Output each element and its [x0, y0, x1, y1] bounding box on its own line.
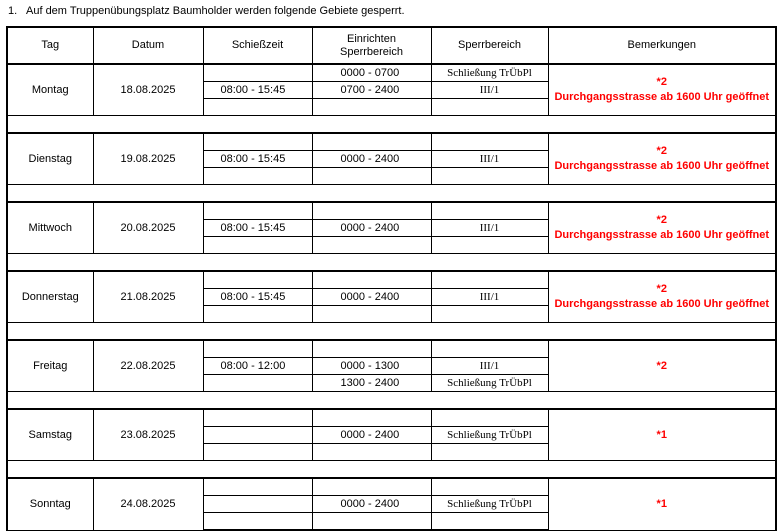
firing-time: 08:00 - 15:45: [203, 289, 312, 306]
firing-time: 08:00 - 15:45: [203, 151, 312, 168]
setup-time: 0000 - 2400: [312, 151, 431, 168]
restricted-area: Schließung TrÜbPl: [431, 496, 548, 513]
firing-time: [203, 375, 312, 392]
firing-time: [203, 271, 312, 289]
table-header-row: [7, 27, 776, 64]
remark-text: Durchgangsstrasse ab 1600 Uhr geöffnet: [554, 160, 770, 172]
day-date: 23.08.2025: [93, 409, 203, 461]
restricted-area: [431, 306, 548, 323]
firing-time: [203, 444, 312, 461]
header-sperrbereich: Sperrbereich: [431, 27, 548, 64]
intro-text: Auf dem Truppenübungsplatz Baumholder werden folgende Gebiete gesperrt.: [26, 5, 405, 17]
day-separator: [7, 254, 776, 272]
day-date: 19.08.2025: [93, 133, 203, 185]
separator-cell: [7, 461, 776, 479]
remark-code: *2: [656, 359, 667, 372]
remarks-cell: [548, 478, 776, 530]
remark-text: Durchgangsstrasse ab 1600 Uhr geöffnet: [554, 91, 770, 103]
firing-time: [203, 168, 312, 185]
setup-time: 0000 - 2400: [312, 220, 431, 237]
firing-time: [203, 64, 312, 82]
setup-time: [312, 478, 431, 496]
table-row: [7, 340, 776, 358]
setup-time: 0000 - 0700: [312, 64, 431, 82]
header-einrichten-line1: Einrichten: [347, 32, 396, 45]
setup-time: [312, 168, 431, 185]
remark-text: Durchgangsstrasse ab 1600 Uhr geöffnet: [554, 298, 770, 310]
firing-time: 08:00 - 12:00: [203, 358, 312, 375]
restricted-area: [431, 409, 548, 427]
table-row: [7, 202, 776, 220]
setup-time: [312, 513, 431, 531]
setup-time: [312, 237, 431, 254]
table-row: [7, 271, 776, 289]
day-name: Montag: [7, 64, 93, 116]
intro-number: 1.: [8, 5, 18, 17]
firing-time: 08:00 - 15:45: [203, 220, 312, 237]
setup-time: [312, 133, 431, 151]
firing-time: [203, 306, 312, 323]
setup-time: 1300 - 2400: [312, 375, 431, 392]
remark-code: *2: [656, 76, 667, 88]
header-einrichten-line2: Sperrbereich: [340, 45, 403, 58]
setup-time: [312, 99, 431, 116]
remark-code: *1: [656, 428, 667, 441]
firing-time: [203, 513, 312, 531]
header-datum: Datum: [93, 27, 203, 64]
firing-time: [203, 409, 312, 427]
header-einrichten: [312, 27, 431, 64]
setup-time: [312, 202, 431, 220]
day-separator: [7, 392, 776, 410]
header-tag: Tag: [7, 27, 93, 64]
day-name: Dienstag: [7, 133, 93, 185]
remarks-cell: [548, 271, 776, 323]
setup-time: [312, 340, 431, 358]
separator-cell: [7, 185, 776, 203]
restricted-area: III/1: [431, 151, 548, 168]
restricted-area: [431, 478, 548, 496]
day-name: Mittwoch: [7, 202, 93, 254]
day-date: 21.08.2025: [93, 271, 203, 323]
firing-time: [203, 427, 312, 444]
table-row: [7, 478, 776, 496]
restricted-area: [431, 513, 548, 531]
setup-time: 0000 - 2400: [312, 496, 431, 513]
day-name: Donnerstag: [7, 271, 93, 323]
day-date: 20.08.2025: [93, 202, 203, 254]
remark-code: *1: [656, 497, 667, 510]
remarks-cell: [548, 64, 776, 116]
restricted-area: [431, 271, 548, 289]
remarks-cell: [548, 409, 776, 461]
restricted-area: III/1: [431, 220, 548, 237]
remarks-cell: [548, 202, 776, 254]
restricted-area: Schließung TrÜbPl: [431, 64, 548, 82]
remark-code: *2: [656, 214, 667, 226]
closure-schedule-table: [6, 26, 777, 531]
day-name: Freitag: [7, 340, 93, 392]
setup-time: 0000 - 2400: [312, 427, 431, 444]
day-date: 22.08.2025: [93, 340, 203, 392]
separator-cell: [7, 392, 776, 410]
firing-time: [203, 237, 312, 254]
setup-time: [312, 444, 431, 461]
day-date: 18.08.2025: [93, 64, 203, 116]
restricted-area: Schließung TrÜbPl: [431, 427, 548, 444]
separator-cell: [7, 254, 776, 272]
schedule-body: [7, 64, 776, 530]
separator-cell: [7, 323, 776, 341]
firing-time: [203, 496, 312, 513]
firing-time: [203, 478, 312, 496]
restricted-area: [431, 340, 548, 358]
setup-time: 0000 - 2400: [312, 289, 431, 306]
restricted-area: [431, 99, 548, 116]
restricted-area: [431, 168, 548, 185]
restricted-area: Schließung TrÜbPl: [431, 375, 548, 392]
restricted-area: III/1: [431, 358, 548, 375]
setup-time: [312, 409, 431, 427]
firing-time: [203, 99, 312, 116]
separator-cell: [7, 116, 776, 134]
day-separator: [7, 461, 776, 479]
day-separator: [7, 323, 776, 341]
day-name: Samstag: [7, 409, 93, 461]
intro-line: [8, 5, 405, 17]
restricted-area: III/1: [431, 289, 548, 306]
setup-time: 0700 - 2400: [312, 82, 431, 99]
day-name: Sonntag: [7, 478, 93, 530]
header-schiesszeit: Schießzeit: [203, 27, 312, 64]
firing-time: [203, 340, 312, 358]
remarks-cell: [548, 133, 776, 185]
restricted-area: [431, 444, 548, 461]
table-row: [7, 409, 776, 427]
setup-time: 0000 - 1300: [312, 358, 431, 375]
restricted-area: [431, 202, 548, 220]
table-row: [7, 133, 776, 151]
setup-time: [312, 271, 431, 289]
firing-time: [203, 133, 312, 151]
firing-time: 08:00 - 15:45: [203, 82, 312, 99]
remark-code: *2: [656, 145, 667, 157]
table-row: [7, 64, 776, 82]
header-bemerkungen: Bemerkungen: [548, 27, 776, 64]
restricted-area: III/1: [431, 82, 548, 99]
restricted-area: [431, 133, 548, 151]
remark-code: *2: [656, 283, 667, 295]
restricted-area: [431, 237, 548, 254]
day-date: 24.08.2025: [93, 478, 203, 530]
setup-time: [312, 306, 431, 323]
day-separator: [7, 185, 776, 203]
remarks-cell: [548, 340, 776, 392]
remark-text: Durchgangsstrasse ab 1600 Uhr geöffnet: [554, 229, 770, 241]
firing-time: [203, 202, 312, 220]
day-separator: [7, 116, 776, 134]
